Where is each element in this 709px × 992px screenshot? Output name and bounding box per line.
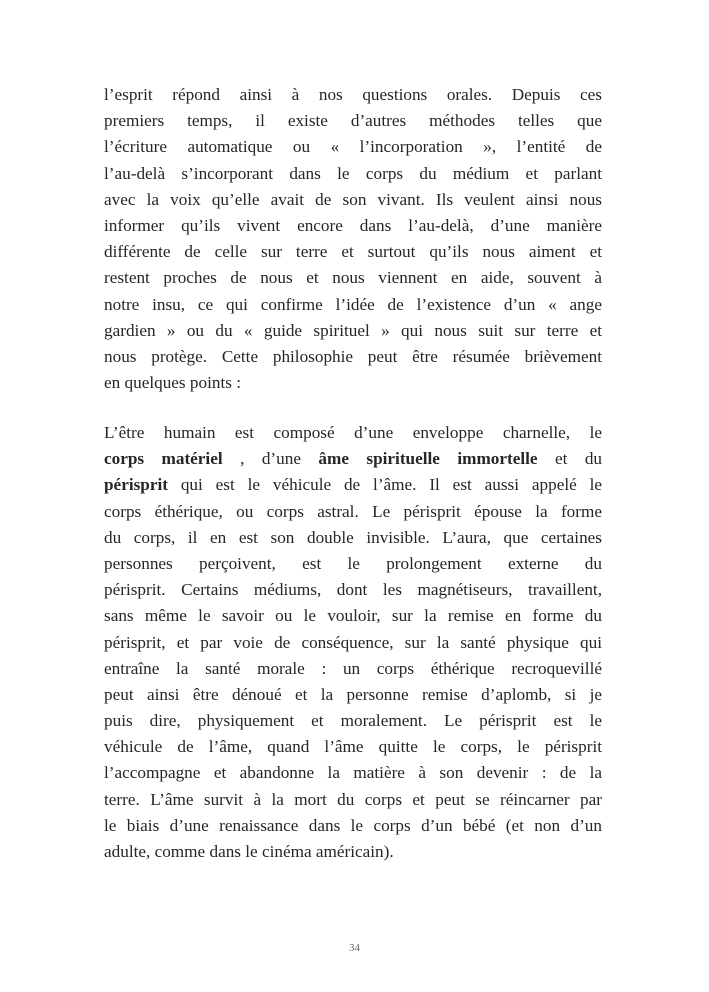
text-line: l’au-delà s’incorporant dans le corps du médium et parlant <box>104 163 602 183</box>
text-line: l’esprit répond ainsi à nos questions orales. Depuis ces <box>104 85 602 104</box>
text-line: différente de celle sur terre et surtout qu’ils nous aiment et <box>104 242 602 262</box>
text-line: L’être humain est composé d’une enveloppe charnelle, le <box>104 423 602 442</box>
text-line: premiers temps, il existe d’autres méthodes telles que <box>104 111 602 131</box>
text-line: gardien » ou du « guide spirituel » qui nous suit sur terre et <box>104 320 602 340</box>
text-line: l’accompagne et abandonne la matière à son devenir : de la <box>104 763 602 783</box>
text-line-with-emphasis <box>104 472 602 498</box>
text-line: l’écriture automatique ou « l’incorporation », l’entité de <box>104 137 602 157</box>
text-line: en quelques points : <box>104 373 242 393</box>
page-number: 34 <box>349 942 360 954</box>
text-line: sans même le savoir ou le vouloir, sur la remise en forme du <box>104 606 602 626</box>
text-line: avec la voix qu’elle avait de son vivant. Ils veulent ainsi nous <box>104 189 602 209</box>
text-line: entraîne la santé morale : un corps éthérique recroquevillé <box>104 658 602 678</box>
text-line: personnes perçoivent, est le prolongement externe du <box>104 553 602 573</box>
text-line: corps éthérique, ou corps astral. Le périsprit épouse la forme <box>104 501 602 521</box>
text-line: adulte, comme dans le cinéma américain). <box>104 842 394 861</box>
text-segment: et du <box>537 449 603 469</box>
text-line: du corps, il en est son double invisible. L’aura, que certaines <box>104 527 602 547</box>
text-segment: qui est le véhicule de l’âme. Il est aussi appelé le <box>167 475 602 495</box>
bold-term-corps-materiel: corps matériel <box>104 449 223 469</box>
text-line: périsprit, et par voie de conséquence, sur la santé physique qui <box>104 632 602 652</box>
text-line: peut ainsi être dénoué et la personne remise d’aplomb, si je <box>104 684 602 704</box>
text-line: restent proches de nous et nous viennent en aide, souvent à <box>104 268 602 288</box>
text-line: le biais d’une renaissance dans le corps d’un bébé (et non d’un <box>104 815 602 835</box>
text-line: nous protège. Cette philosophie peut être résumée brièvement <box>104 346 602 366</box>
text-line: véhicule de l’âme, quand l’âme quitte le corps, le périsprit <box>104 737 602 757</box>
text-line: terre. L’âme survit à la mort du corps et peut se réincarner par <box>104 789 602 809</box>
bold-term-perisprit: périsprit <box>104 475 168 495</box>
text-line-with-emphasis <box>104 446 602 472</box>
text-line: puis dire, physiquement et moralement. Le périsprit est le <box>104 711 602 731</box>
text-line: informer qu’ils vivent encore dans l’au-delà, d’une manière <box>104 215 602 235</box>
text-segment: , d’une <box>222 449 319 469</box>
paragraph-2 <box>104 420 602 865</box>
text-line: périsprit. Certains médiums, dont les magnétiseurs, travaillent, <box>104 580 602 600</box>
bold-term-ame-spirituelle: âme spirituelle immortelle <box>318 449 538 469</box>
text-line: notre insu, ce qui confirme l’idée de l’existence d’un « ange <box>104 294 602 314</box>
paragraph-1 <box>104 82 602 396</box>
